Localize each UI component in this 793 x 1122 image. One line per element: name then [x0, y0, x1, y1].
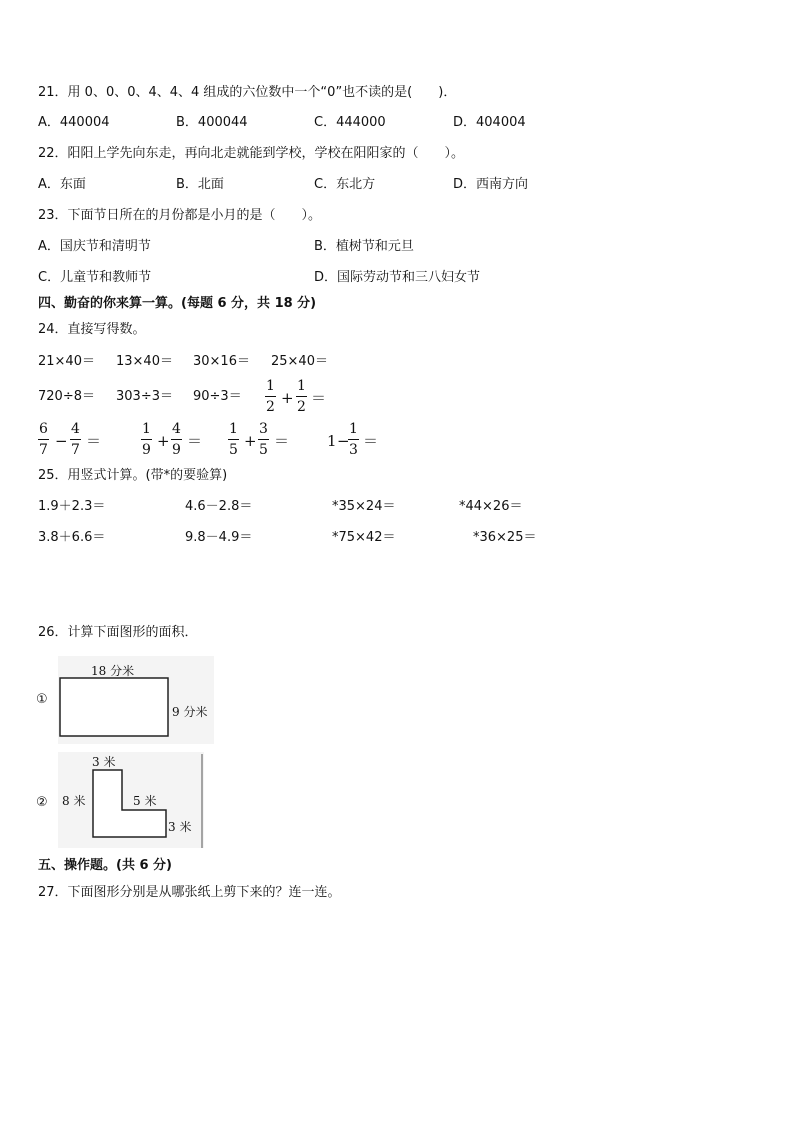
section-5-title: 五、操作题。(共 6 分): [38, 858, 172, 873]
question-22-option-d: D．西南方向: [453, 177, 529, 192]
fraction-c-d2: 9: [172, 442, 181, 458]
figure-1-marker: ①: [36, 692, 48, 707]
question-21-option-a: A．440004: [38, 115, 110, 130]
figure-2-marker: ②: [36, 795, 48, 810]
fraction-c-n2: 4: [172, 421, 181, 437]
vertical-calc-6: 9.8－4.9＝: [185, 530, 253, 545]
fraction-b-first: [38, 421, 49, 458]
calc-30x16: 30×16＝: [193, 354, 250, 369]
fraction-a-equals: ＝: [311, 389, 327, 407]
fraction-b-n2: 4: [71, 421, 80, 437]
vertical-calc-1: 1.9＋2.3＝: [38, 499, 106, 514]
calc-21x40: 21×40＝: [38, 354, 95, 369]
question-23-option-d: D．国际劳动节和三八妇女节: [314, 270, 481, 285]
figure-2-l-shape-diagram: [58, 752, 204, 848]
fraction-d-first: [228, 421, 239, 458]
fraction-e-second: [348, 421, 359, 458]
fraction-b-n1: 6: [39, 421, 48, 437]
fraction-e-whole: 1: [327, 432, 337, 450]
fraction-c-operator: +: [157, 432, 170, 450]
calc-25x40: 25×40＝: [271, 354, 328, 369]
calc-720div8: 720÷8＝: [38, 389, 95, 404]
fraction-c-n1: 1: [142, 421, 151, 437]
question-23-option-c: C．儿童节和教师节: [38, 270, 152, 285]
fraction-a-operator: +: [281, 389, 294, 407]
fraction-b-d1: 7: [39, 442, 48, 458]
fraction-c-equals: ＝: [187, 432, 203, 450]
vertical-calc-5: 3.8＋6.6＝: [38, 530, 106, 545]
fraction-d-equals: ＝: [274, 432, 290, 450]
vertical-calc-2: 4.6－2.8＝: [185, 499, 253, 514]
fraction-a-d2: 2: [297, 399, 306, 415]
fraction-a-n1: 1: [266, 378, 275, 394]
question-23-option-a: A．国庆节和清明节: [38, 239, 151, 254]
fraction-c-second: [171, 421, 182, 458]
fraction-c-d1: 9: [142, 442, 151, 458]
question-22-option-b: B．北面: [176, 177, 224, 192]
fraction-e-equals: ＝: [363, 432, 379, 450]
question-21-option-d: D．404004: [453, 115, 526, 130]
calc-90div3: 90÷3＝: [193, 389, 242, 404]
figure-2-middle-label: 5 米: [133, 794, 157, 808]
fraction-d-d2: 5: [259, 442, 268, 458]
question-22-stem: 22．阳阳上学先向东走，再向北走就能到学校，学校在阳阳家的（ ）。: [38, 146, 465, 161]
fraction-d-operator: +: [244, 432, 257, 450]
figure-1-right-label: 9 分米: [172, 705, 208, 719]
fraction-a-n2: 1: [297, 378, 306, 394]
vertical-calc-8: *36×25＝: [473, 530, 537, 545]
rectangle-shape: [58, 656, 214, 744]
fraction-c-first: [141, 421, 152, 458]
fraction-a-second: [296, 378, 307, 415]
fraction-a-d1: 2: [266, 399, 275, 415]
fraction-e-n2: 1: [349, 421, 358, 437]
fraction-b-d2: 7: [71, 442, 80, 458]
figure-1-top-label: 18 分米: [91, 664, 135, 678]
fraction-b-second: [70, 421, 81, 458]
fraction-b-operator: −: [55, 432, 68, 450]
fraction-a-first: [265, 378, 276, 415]
question-21-option-b: B．400044: [176, 115, 248, 130]
fraction-d-d1: 5: [229, 442, 238, 458]
question-23-option-b: B．植树节和元旦: [314, 239, 414, 254]
fraction-b-equals: ＝: [86, 432, 102, 450]
section-4-title: 四、勤奋的你来算一算。(每题 6 分，共 18 分): [38, 296, 317, 311]
question-21-option-c: C．444000: [314, 115, 386, 130]
calc-13x40: 13×40＝: [116, 354, 173, 369]
fraction-d-n2: 3: [259, 421, 268, 437]
question-23-stem: 23．下面节日所在的月份都是小月的是（ ）。: [38, 208, 322, 223]
fraction-e-d2: 3: [349, 442, 358, 458]
figure-2-right-label: 3 米: [168, 820, 192, 834]
figure-2-top-label: 3 米: [92, 755, 116, 769]
calc-303div3: 303÷3＝: [116, 389, 173, 404]
vertical-calc-7: *75×42＝: [332, 530, 396, 545]
vertical-calc-3: *35×24＝: [332, 499, 396, 514]
question-22-option-a: A．东面: [38, 177, 86, 192]
vertical-calc-4: *44×26＝: [459, 499, 523, 514]
question-25-stem: 25．用竖式计算。(带*的要验算): [38, 468, 228, 483]
fraction-d-n1: 1: [229, 421, 238, 437]
figure-1-rectangle-diagram: [58, 656, 214, 744]
fraction-e-operator: −: [337, 432, 350, 450]
question-21-stem: 21．用 0、0、0、4、4、4 组成的六位数中一个“0”也不读的是( )．: [38, 85, 457, 100]
fraction-d-second: [258, 421, 269, 458]
question-26-stem: 26．计算下面图形的面积．: [38, 625, 198, 640]
figure-2-left-label: 8 米: [62, 794, 86, 808]
question-27-stem: 27．下面图形分别是从哪张纸上剪下来的？连一连。: [38, 885, 341, 900]
question-22-option-c: C．东北方: [314, 177, 376, 192]
question-24-stem: 24．直接写得数。: [38, 322, 146, 337]
